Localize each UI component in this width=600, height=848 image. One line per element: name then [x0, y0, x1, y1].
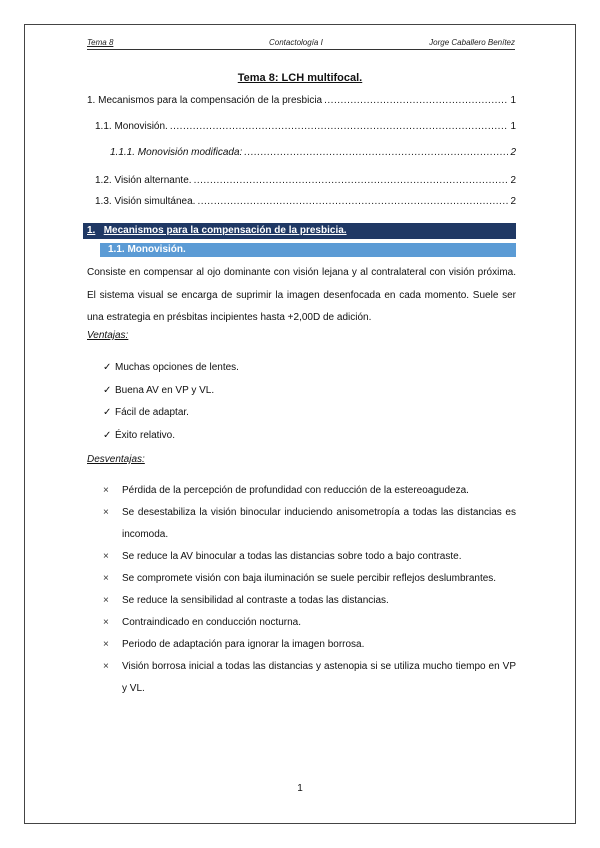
- page-number: 1: [297, 783, 303, 794]
- section-heading-1-1: 1.1. Monovisión.: [100, 243, 516, 257]
- list-item-text: Fácil de adaptar.: [115, 407, 189, 418]
- advantages-heading: Ventajas:: [87, 330, 129, 341]
- check-icon: ✓: [103, 429, 112, 441]
- list-item: [103, 402, 239, 425]
- toc-entry-page: 2: [510, 175, 516, 186]
- toc-entry[interactable]: [95, 175, 516, 186]
- list-item: [103, 656, 516, 700]
- toc-leader-dots: [194, 175, 509, 186]
- disadvantages-list: [103, 480, 516, 700]
- list-item-text: Visión borrosa inicial a todas las distancias y astenopia si se utiliza mucho tiempo en VP y VL.: [122, 661, 516, 694]
- header-divider: [87, 49, 515, 50]
- list-item: [103, 590, 516, 612]
- list-item-text: Se desestabiliza la visión binocular induciendo anisometropía a todas las distancias es incomoda.: [122, 507, 516, 540]
- cross-icon: ×: [103, 485, 109, 496]
- list-item: [103, 546, 516, 568]
- toc-entry-label: 1. Mecanismos para la compensación de la presbicia: [87, 95, 323, 106]
- list-item-text: Pérdida de la percepción de profundidad con reducción de la estereoagudeza.: [122, 485, 469, 496]
- section-number: 1.: [87, 225, 96, 236]
- toc-entry[interactable]: [110, 147, 516, 158]
- list-item-text: Periodo de adaptación para ignorar la imagen borrosa.: [122, 639, 365, 650]
- toc-leader-dots: [197, 196, 508, 207]
- header-course: Contactología I: [269, 38, 323, 47]
- toc-leader-dots: [324, 95, 508, 106]
- toc-entry[interactable]: [95, 196, 516, 207]
- document-title: Tema 8: LCH multifocal.: [237, 72, 363, 84]
- toc-entry-label: 1.1.1. Monovisión modificada:: [110, 147, 243, 158]
- cross-icon: ×: [103, 639, 109, 650]
- toc-entry-page: 2: [510, 147, 516, 158]
- toc-entry-page: 2: [510, 196, 516, 207]
- toc-leader-dots: [244, 147, 508, 158]
- list-item: [103, 502, 516, 546]
- list-item-text: Se compromete visión con baja iluminación se suele percibir reflejos deslumbrantes.: [122, 573, 497, 584]
- toc-leader-dots: [170, 121, 509, 132]
- list-item-text: Se reduce la sensibilidad al contraste a todas las distancias.: [122, 595, 389, 606]
- list-item-text: Muchas opciones de lentes.: [115, 362, 239, 373]
- cross-icon: ×: [103, 507, 109, 518]
- advantages-list: [103, 357, 239, 447]
- check-icon: ✓: [103, 362, 112, 373]
- toc-entry-page: 1: [510, 121, 516, 132]
- cross-icon: ×: [103, 661, 109, 672]
- disadvantages-heading: Desventajas:: [87, 454, 145, 465]
- toc-entry-label: 1.2. Visión alternante.: [95, 175, 192, 186]
- check-icon: ✓: [103, 384, 112, 396]
- body-paragraph: Consiste en compensar al ojo dominante con visión lejana y al contralateral con visión próxima. El sistema visual se encarga de suprimir la imagen desenfocada en cada momento. Suele ser una estrategia en présbitas incipientes hasta +2,00D de adición.: [87, 267, 516, 323]
- toc-entry[interactable]: [95, 121, 516, 132]
- list-item: [103, 634, 516, 656]
- list-item: [103, 480, 516, 502]
- list-item-text: Contraindicado en conducción nocturna.: [122, 617, 302, 628]
- header-topic: Tema 8: [87, 38, 114, 47]
- list-item: [103, 612, 516, 634]
- check-icon: ✓: [103, 407, 112, 418]
- cross-icon: ×: [103, 617, 109, 628]
- list-item: [103, 380, 239, 403]
- cross-icon: ×: [103, 595, 109, 606]
- list-item: [103, 357, 239, 380]
- list-item-text: Se reduce la AV binocular a todas las distancias sobre todo a bajo contraste.: [122, 551, 462, 562]
- toc-entry-label: 1.1. Monovisión.: [95, 121, 168, 132]
- cross-icon: ×: [103, 573, 109, 584]
- list-item-text: Buena AV en VP y VL.: [115, 384, 215, 396]
- toc-entry[interactable]: [87, 95, 516, 106]
- list-item-text: Éxito relativo.: [115, 429, 176, 441]
- section-title: Mecanismos para la compensación de la presbicia.: [103, 225, 347, 236]
- cross-icon: ×: [103, 551, 109, 562]
- list-item: [103, 568, 516, 590]
- section-heading-1: [83, 223, 516, 239]
- toc-entry-page: 1: [510, 95, 516, 106]
- header-author: Jorge Caballero Benítez: [429, 38, 515, 47]
- toc-entry-label: 1.3. Visión simultánea.: [95, 196, 196, 207]
- list-item: [103, 425, 239, 448]
